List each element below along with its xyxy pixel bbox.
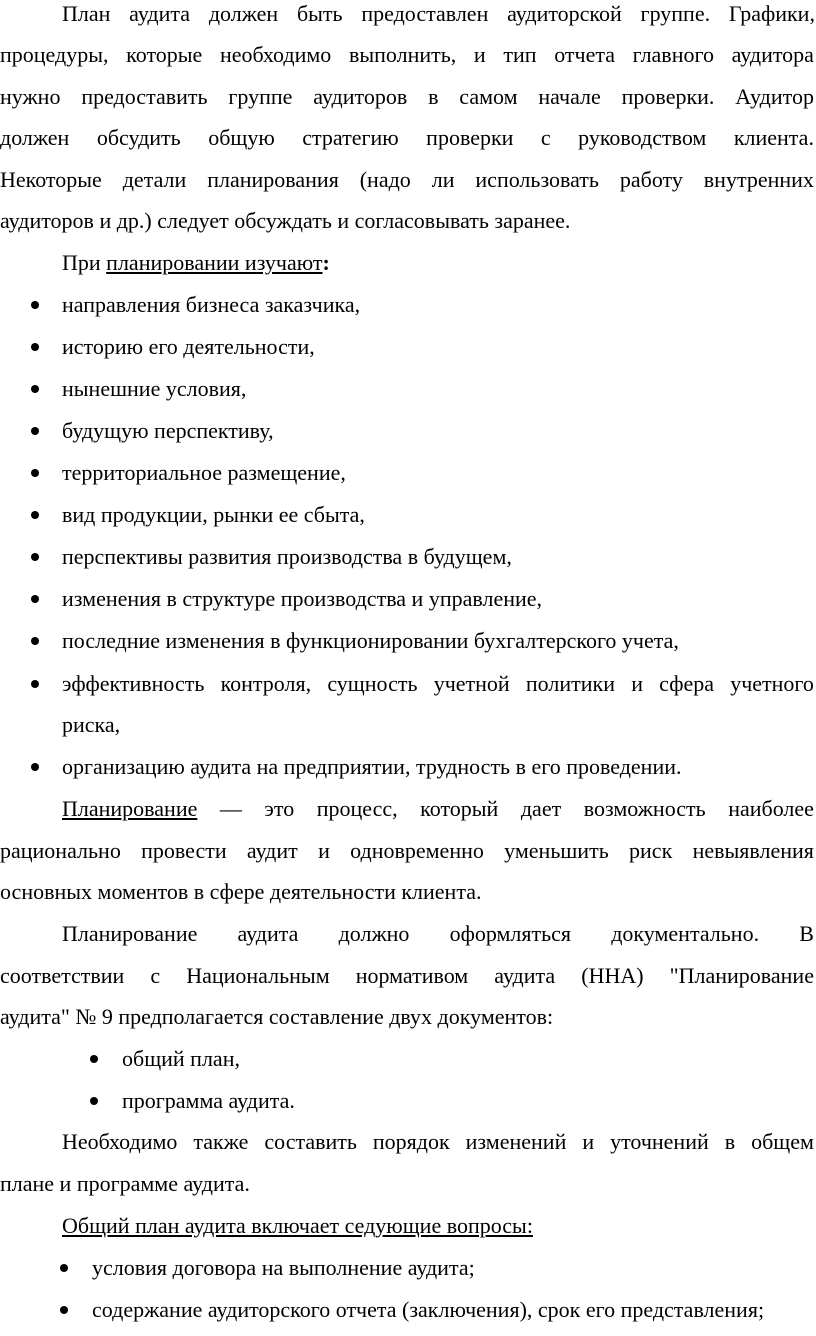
word: и: [582, 1129, 595, 1154]
word: сфера: [659, 671, 714, 696]
word: ли: [431, 167, 455, 192]
bullet-icon: [31, 763, 39, 771]
word: (ННА): [581, 963, 644, 988]
general-plan-heading-text: Общий план аудита включает седующие вопросы:: [62, 1213, 533, 1238]
word: оформляться: [449, 921, 572, 946]
word: уменьшить: [504, 838, 609, 863]
definition-term: Планирование: [62, 796, 198, 821]
word: группе.: [640, 1, 711, 26]
word: общую: [208, 125, 275, 150]
word: который: [420, 796, 499, 821]
word: и: [473, 42, 486, 67]
list-item: перспективы развития производства в будущем,: [62, 544, 512, 569]
word: дает: [520, 796, 562, 821]
definition-line-3: основных моментов в сфере деятельности клиента.: [0, 879, 482, 904]
word: изменений: [465, 1129, 567, 1154]
changes-line-2: плане и программе аудита.: [0, 1171, 250, 1196]
word: группе: [228, 84, 293, 109]
bullet-icon: [31, 680, 39, 688]
paragraph-1-line-5: [0, 160, 814, 200]
word: быть: [296, 1, 343, 26]
word: Необходимо: [62, 1129, 178, 1154]
list-item: программа аудита.: [122, 1088, 295, 1113]
bullet-icon: [31, 553, 39, 561]
documents-line-1: [62, 914, 814, 954]
list-item-multiline-line-1: [62, 664, 814, 704]
word: аудита: [129, 1, 191, 26]
paragraph-1-line-3: [0, 77, 814, 117]
word: аудитора: [731, 42, 814, 67]
word: Графики,: [728, 1, 815, 26]
word: риск: [629, 838, 673, 863]
paragraph-1-line-4: [0, 118, 814, 158]
word: руководством: [578, 125, 707, 150]
word: аудиторской: [507, 1, 622, 26]
list-item: нынешние условия,: [62, 376, 247, 401]
word: должно: [338, 921, 410, 946]
word: и: [318, 838, 330, 863]
word: главного: [632, 42, 714, 67]
documents-line-2: [0, 956, 814, 996]
word: —: [219, 796, 242, 821]
word: также: [193, 1129, 249, 1154]
list-item: организацию аудита на предприятии, трудность в его проведении.: [62, 754, 682, 779]
word: предоставить: [81, 84, 208, 109]
list-item: направления бизнеса заказчика,: [62, 292, 361, 317]
word: провести: [141, 838, 227, 863]
word: начале: [538, 84, 601, 109]
bullet-icon: [31, 595, 39, 603]
bullet-icon: [31, 427, 39, 435]
word: планирования: [207, 167, 339, 192]
paragraph-1-line-6: аудиторов и др.) следует обсуждать и согласовывать заранее.: [0, 208, 571, 233]
word: порядок: [372, 1129, 450, 1154]
definition-line-1: [62, 789, 814, 829]
changes-line-1: [62, 1122, 814, 1162]
word: эффективность: [62, 671, 205, 696]
planning-intro-colon: :: [322, 250, 330, 275]
list-item: содержание аудиторского отчета (заключения), срок его представления;: [92, 1297, 765, 1322]
word: политики: [525, 671, 615, 696]
word: и: [631, 671, 643, 696]
list-item: территориальное размещение,: [62, 460, 346, 485]
list-item: будущую перспективу,: [62, 418, 274, 443]
word: самом: [459, 84, 518, 109]
word: учетного: [730, 671, 814, 696]
bullet-icon: [31, 301, 39, 309]
word: Некоторые: [0, 167, 102, 192]
word: аудита: [237, 921, 299, 946]
word: с: [150, 963, 161, 988]
word: составить: [264, 1129, 357, 1154]
word: уточнений: [610, 1129, 709, 1154]
list-item: последние изменения в функционировании бухгалтерского учета,: [62, 628, 679, 653]
word: работу: [619, 167, 683, 192]
bullet-icon: [31, 637, 39, 645]
word: должен: [208, 1, 279, 26]
word: одновременно: [350, 838, 484, 863]
bullet-icon: [90, 1055, 98, 1063]
list-item: общий план,: [122, 1046, 240, 1071]
word: аудиторов: [313, 84, 408, 109]
word: отчета: [554, 42, 615, 67]
word: обсудить: [96, 125, 181, 150]
word: процедуры,: [0, 42, 109, 67]
bullet-icon: [31, 511, 39, 519]
paragraph-1-line-1: [62, 0, 815, 34]
word: соответствии: [0, 963, 125, 988]
word: в: [724, 1129, 736, 1154]
word: нормативом: [355, 963, 469, 988]
planning-intro-prefix: При: [62, 250, 107, 275]
list-item: вид продукции, рынки ее сбыта,: [62, 502, 365, 527]
word: сущность: [327, 671, 418, 696]
word: внутренних: [703, 167, 814, 192]
word: выполнить,: [348, 42, 457, 67]
word: наиболее: [728, 796, 814, 821]
list-item: историю его деятельности,: [62, 334, 315, 359]
word: возможность: [583, 796, 706, 821]
bullet-icon: [31, 469, 39, 477]
word: Планирование: [62, 921, 198, 946]
word: стратегию: [302, 125, 399, 150]
documents-line-3: аудита" № 9 предполагается составление двух документов:: [0, 1004, 554, 1029]
bullet-icon: [31, 343, 39, 351]
word: План: [62, 1, 111, 26]
planning-intro: [62, 243, 816, 283]
word: аудит: [246, 838, 298, 863]
word: проверки: [426, 125, 514, 150]
planning-intro-underlined: планировании изучают: [106, 250, 323, 275]
word: детали: [122, 167, 187, 192]
word: в: [428, 84, 439, 109]
word: должен: [0, 125, 70, 150]
word: аудита: [494, 963, 556, 988]
word: документально.: [611, 921, 760, 946]
list-item: условия договора на выполнение аудита;: [92, 1255, 475, 1280]
bullet-icon: [60, 1264, 68, 1272]
word: Аудитор: [735, 84, 814, 109]
word: проверки.: [621, 84, 715, 109]
general-plan-heading: [62, 1206, 816, 1246]
word: учетной: [433, 671, 510, 696]
word: (надо: [359, 167, 411, 192]
bullet-icon: [60, 1306, 68, 1314]
word: В: [799, 921, 814, 946]
word: с: [540, 125, 551, 150]
bullet-icon: [31, 385, 39, 393]
word: тип: [503, 42, 537, 67]
list-item-multiline-line-2: риска,: [62, 712, 121, 737]
word: нужно: [0, 84, 61, 109]
list-item: изменения в структуре производства и управление,: [62, 586, 543, 611]
word: невыявления: [692, 838, 814, 863]
word: предоставлен: [361, 1, 489, 26]
word: рационально: [0, 838, 121, 863]
word: Национальным: [186, 963, 330, 988]
paragraph-1-line-2: [0, 35, 814, 75]
word: это: [264, 796, 295, 821]
word: которые: [126, 42, 203, 67]
word: клиента.: [733, 125, 814, 150]
word: процесс,: [316, 796, 398, 821]
word: "Планирование: [669, 963, 814, 988]
word: общем: [751, 1129, 814, 1154]
bullet-icon: [90, 1097, 98, 1105]
definition-line-2: [0, 831, 814, 871]
word: контроля,: [220, 671, 312, 696]
word: необходимо: [219, 42, 332, 67]
word: использовать: [475, 167, 599, 192]
